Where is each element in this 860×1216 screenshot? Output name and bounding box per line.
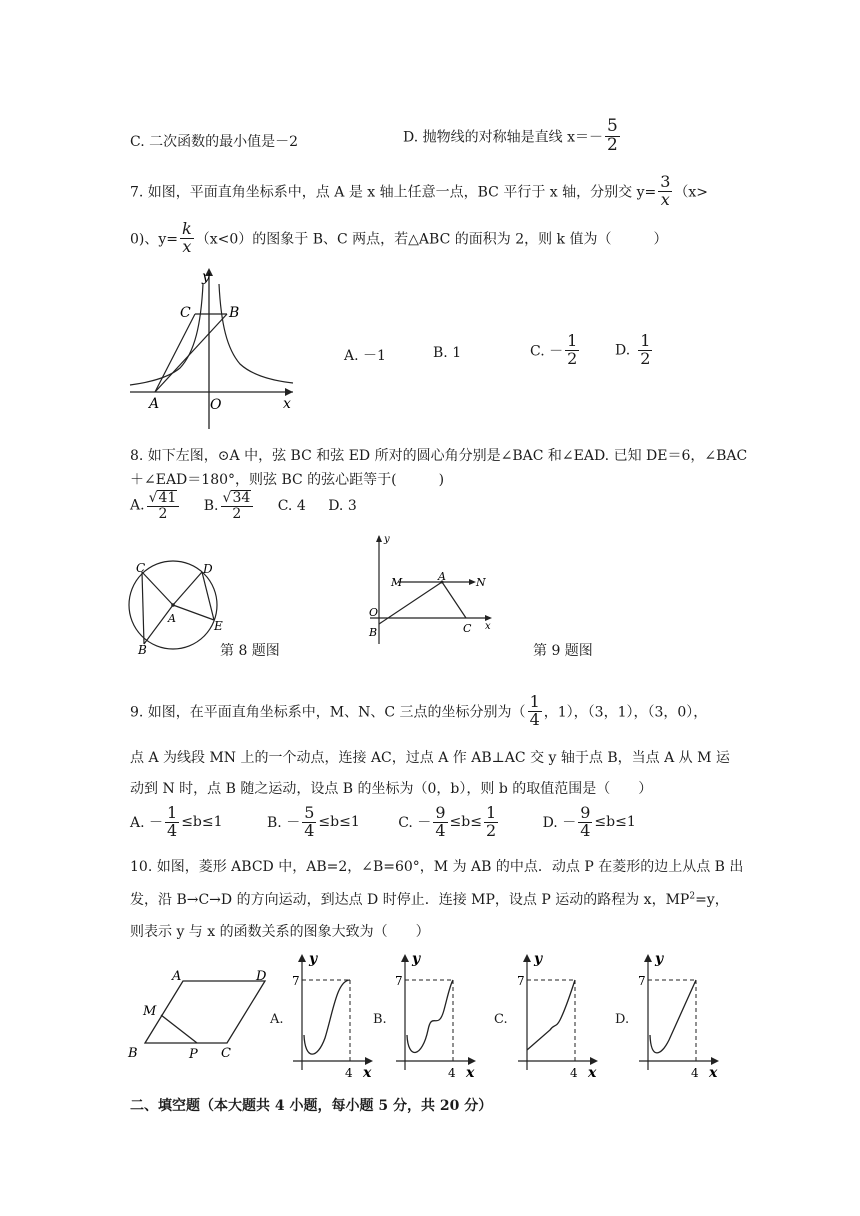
q10-graph-c xyxy=(512,950,602,1082)
svg-text:y: y xyxy=(655,951,664,967)
q9-option-a: A. － $\frac{1}{4}$ ≤b≤1 xyxy=(130,803,223,840)
q10-graph-a xyxy=(287,950,377,1082)
q8-option-c: C. 4 xyxy=(277,497,306,514)
q10-label-d: D xyxy=(256,969,267,984)
q8-line2: ＋∠EAD＝180°，则弦 BC 的弦心距等于( ) xyxy=(130,472,445,488)
q8-option-b: B. xyxy=(203,497,219,514)
q6-option-c: C. 二次函数的最小值是－2 xyxy=(130,134,299,150)
q9-label-m: M xyxy=(391,576,403,589)
q10-label-p: P xyxy=(189,1047,198,1062)
q7-label-x: x xyxy=(283,396,291,412)
svg-text:x: x xyxy=(709,1065,718,1081)
q7-fraction-k-over-x: $\frac{k}{x}$ xyxy=(182,219,192,256)
q6-option-d xyxy=(403,118,622,155)
q8-chord-bc xyxy=(142,572,144,644)
q8-figure xyxy=(122,558,232,658)
svg-text:4: 4 xyxy=(345,1066,353,1080)
svg-text:4: 4 xyxy=(570,1066,578,1080)
q10-option-a-label: A. xyxy=(270,1012,284,1027)
svg-text:4: 4 xyxy=(448,1066,456,1080)
q9-label-n: N xyxy=(476,576,486,589)
q9-figure xyxy=(362,532,502,647)
q7-option-c: C. － $\frac{1}{2}$ xyxy=(530,331,578,368)
q9-option-d: D. － $\frac{9}{4}$ ≤b≤1 xyxy=(542,803,636,840)
q6-option-d-text: D. 抛物线的对称轴是直线 x＝－ xyxy=(403,129,603,146)
q8-options: A. $\frac{√41}{2}$ B. $\frac{√34}{2}$ C. 4 D. 3 xyxy=(130,490,357,522)
q9-option-c: C. － $\frac{9}{4}$ ≤b≤ $\frac{1}{2}$ xyxy=(398,803,497,840)
q7-option-b: B. 1 xyxy=(433,345,462,361)
q9-line3: 动到 N 时，点 B 随之运动，设点 B 的坐标为（0，b），则 b 的取值范围是（ ） xyxy=(130,781,653,797)
section-2-heading: 二、填空题（本大题共 4 小题，每小题 5 分，共 20 分） xyxy=(130,1098,493,1114)
q10-label-c: C xyxy=(221,1046,231,1061)
q8-caption: 第 8 题图 xyxy=(220,643,280,659)
q10-segment-mp xyxy=(161,1015,197,1043)
q10-rhombus-figure xyxy=(125,963,275,1063)
q10-graph-a-curve xyxy=(304,980,350,1054)
q8-label-c: C xyxy=(136,561,146,575)
q7-label-o: O xyxy=(210,397,222,413)
q7-line2: 0)、y= $\frac{k}{x}$ （x<0）的图象于 B、C 两点，若△ABC 的面积为 2，则 k 值为（ ） xyxy=(130,219,668,256)
q10-line2: 发，沿 B→C→D 的方向运动，到达点 D 时停止．连接 MP，设点 P 运动的路程为 x，$MP^2=y$， xyxy=(130,891,729,908)
q10-label-b: B xyxy=(128,1046,138,1061)
q8-label-e: E xyxy=(214,619,223,633)
svg-text:7: 7 xyxy=(638,974,646,988)
q10-line1: 10. 如图，菱形 ABCD 中，AB=2，∠B=60°，M 为 AB 的中点．动点 P 在菱形的边上从点 B 出 xyxy=(130,859,744,875)
svg-text:7: 7 xyxy=(395,974,403,988)
q7-fraction-3-over-x: $\frac{3}{x}$ xyxy=(660,172,671,209)
q9-label-c: C xyxy=(463,622,472,635)
q7-option-a: A. －1 xyxy=(344,348,386,364)
q9-line2: 点 A 为线段 MN 上的一个动点，连接 AC，过点 A 作 AB⊥AC 交 y 轴于点 B，当点 A 从 M 运 xyxy=(130,750,730,766)
q6-option-d-fraction: $\frac{5}{2}$ xyxy=(606,116,618,155)
q7-line1: 7. 如图，平面直角坐标系中，点 A 是 x 轴上任意一点，BC 平行于 x 轴，分别交 y= $\frac{3}{x}$ （x> xyxy=(130,172,709,209)
svg-text:y: y xyxy=(309,951,318,967)
q7-option-d: D. $\frac{1}{2}$ xyxy=(615,331,651,368)
q9-label-y: y xyxy=(384,534,390,545)
q9-label-b: B xyxy=(369,626,378,639)
q10-rhombus xyxy=(145,981,265,1043)
q10-option-d-label: D. xyxy=(615,1012,630,1027)
q10-graph-b-curve xyxy=(407,980,453,1052)
q10-graph-c-curve xyxy=(527,980,575,1050)
q8-option-a: A. xyxy=(130,497,145,514)
q10-option-b-label: B. xyxy=(373,1012,387,1027)
q9-label-a: A xyxy=(438,570,446,583)
q7-label-y: y xyxy=(202,269,210,285)
q9-label-x: x xyxy=(485,621,491,632)
q9-label-o: O xyxy=(369,606,379,619)
svg-text:y: y xyxy=(534,951,543,967)
q9-line1: 9. 如图，在平面直角坐标系中，M、N、C 三点的坐标分别为（ $\frac{1}{4}$ ，1），（3，1），（3，0）， xyxy=(130,692,708,729)
q7-label-b: B xyxy=(229,305,240,321)
q9-option-b: B. － $\frac{5}{4}$ ≤b≤1 xyxy=(267,803,360,840)
q9-caption: 第 9 题图 xyxy=(533,643,593,659)
q8-label-d: D xyxy=(203,562,213,576)
q10-label-a: A xyxy=(172,969,182,984)
q10-graph-d-curve xyxy=(650,980,696,1053)
q10-option-c-label: C. xyxy=(494,1012,508,1027)
q10-line3: 则表示 y 与 x 的函数关系的图象大致为（ ） xyxy=(130,924,430,940)
q8-label-a: A xyxy=(168,612,176,625)
q8-label-b: B xyxy=(138,643,147,657)
q9-options xyxy=(130,805,636,840)
svg-text:7: 7 xyxy=(517,974,525,988)
q8-line1: 8. 如下左图，⊙A 中，弦 BC 和弦 ED 所对的圆心角分别是∠BAC 和∠EAD. 已知 DE＝6，∠BAC xyxy=(130,448,748,464)
q7-label-a: A xyxy=(149,396,160,412)
svg-text:y: y xyxy=(412,951,421,967)
svg-text:7: 7 xyxy=(292,974,300,988)
q8-option-d: D. 3 xyxy=(328,497,357,514)
svg-text:x: x xyxy=(588,1065,597,1081)
q10-graph-b xyxy=(390,950,480,1082)
svg-text:4: 4 xyxy=(691,1066,699,1080)
q10-label-m: M xyxy=(143,1004,157,1019)
svg-text:x: x xyxy=(466,1065,475,1081)
q7-curve-right xyxy=(219,284,293,383)
svg-text:x: x xyxy=(363,1065,372,1081)
q10-graph-d xyxy=(633,950,723,1082)
q7-figure xyxy=(125,264,305,434)
q7-label-c: C xyxy=(180,305,191,321)
